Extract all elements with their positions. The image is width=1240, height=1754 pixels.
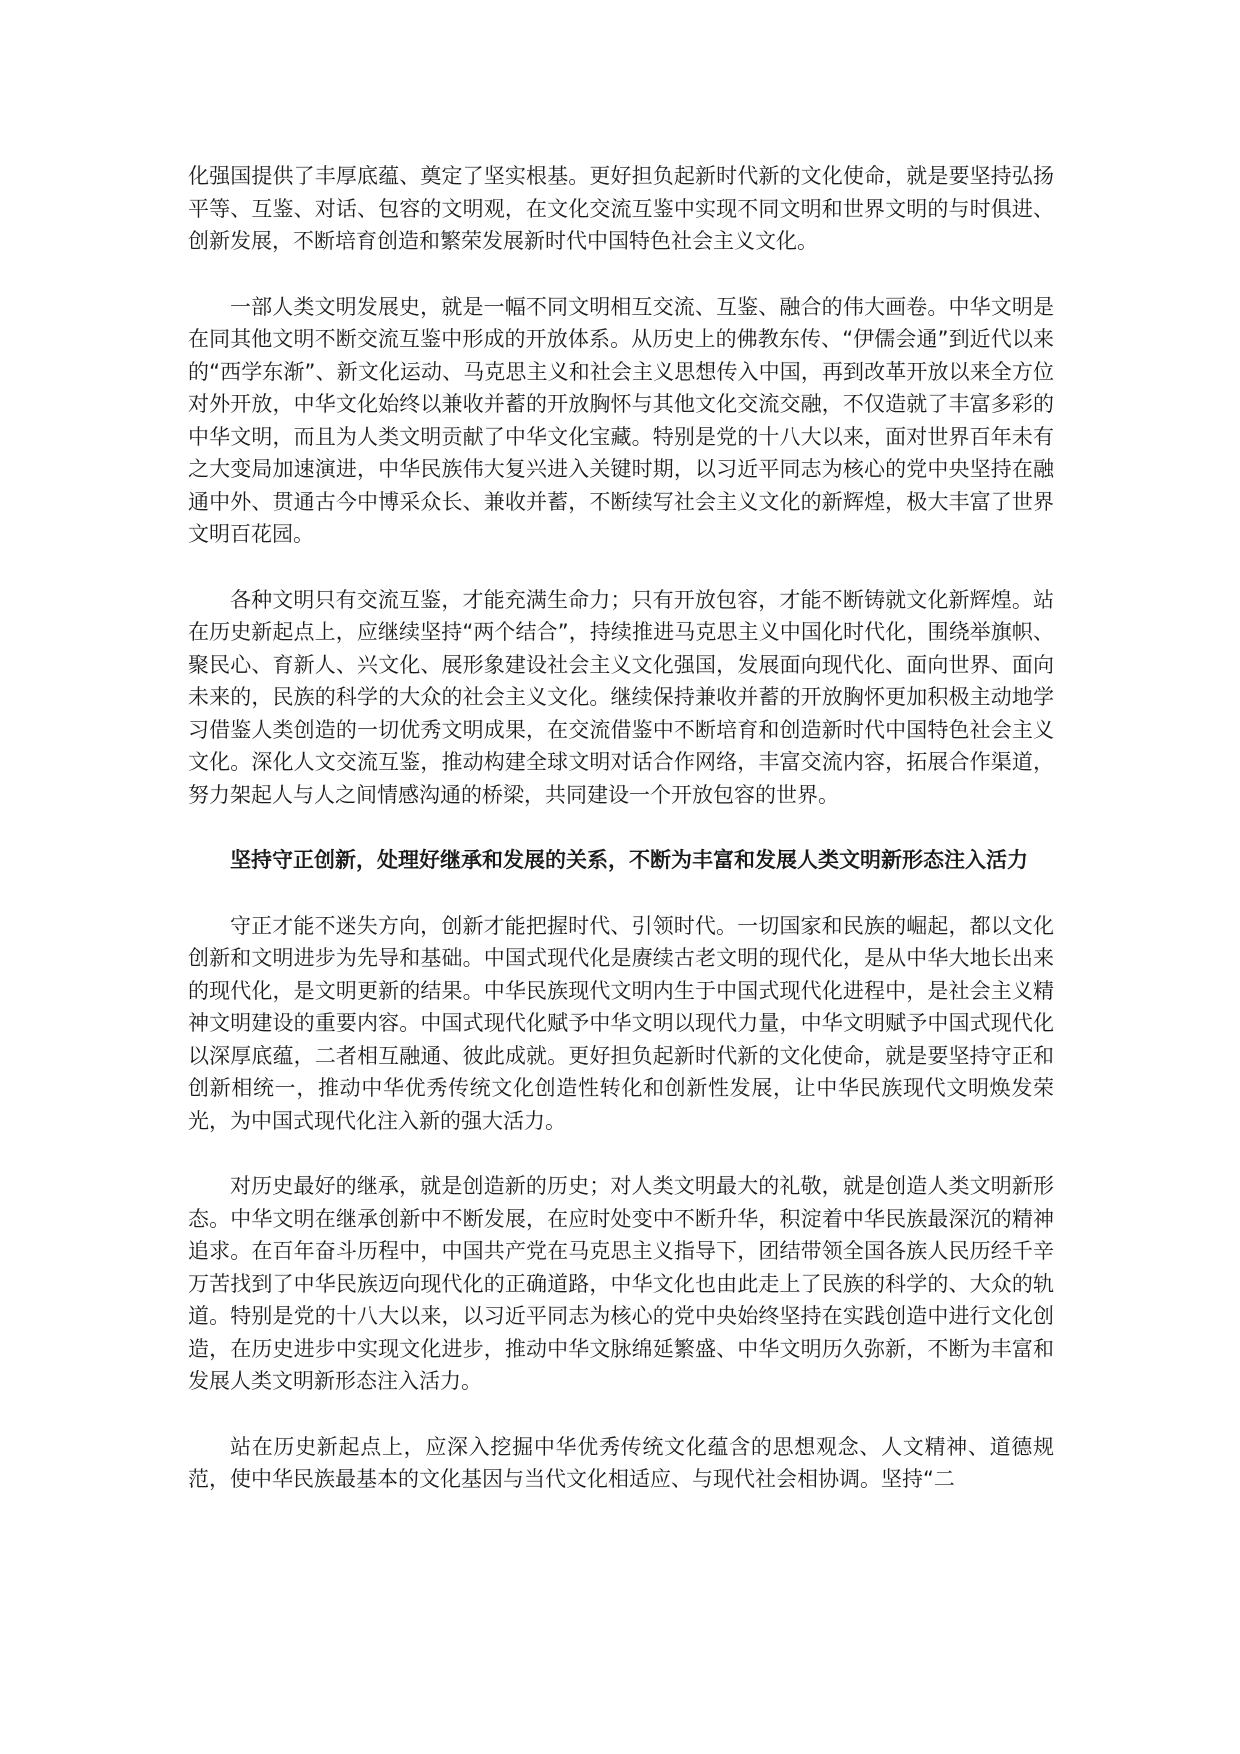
paragraph-integrity-innovation: 守正才能不迷失方向，创新才能把握时代、引领时代。一切国家和民族的崛起，都以文化创新和文明进步为先导和基础。中国式现代化是赓续古老文明的现代化，是从中华大地长出来的现代化，是文明更新的结果。中华民族现代文明内生于中国式现代化进程中，是社会主义精神文明建设的重要内容。中国式现代化赋予中华文明以现代力量，中华文明赋予中国式现代化以深厚底蕴，二者相互融通、彼此成就。更好担负起新时代新的文化使命，就是要坚持守正和创新相统一，推动中华优秀传统文化创造性转化和创新性发展，让中华民族现代文明焕发荣光，为中国式现代化注入新的强大活力。 <box>188 913 1054 1133</box>
paragraph-openness-inclusiveness: 各种文明只有交流互鉴，才能充满生命力；只有开放包容，才能不断铸就文化新辉煌。站在历史新起点上，应继续坚持“两个结合”，持续推进马克思主义中国化时代化，围绕举旗帜、聚民心、育新人、兴文化、展形象建设社会主义文化强国，发展面向现代化、面向世界、面向未来的，民族的科学的大众的社会主义文化。继续保持兼收并蓄的开放胸怀更加积极主动地学习借鉴人类创造的一切优秀文明成果，在交流借鉴中不断培育和创造新时代中国特色社会主义文化。深化人文交流互鉴，推动构建全球文明对话合作网络，丰富交流内容，拓展合作渠道，努力架起人与人之间情感沟通的桥梁，共同建设一个开放包容的世界。 <box>188 587 1054 807</box>
paragraph-civilization-exchange: 一部人类文明发展史，就是一幅不同文明相互交流、互鉴、融合的伟大画卷。中华文明是在同其他文明不断交流互鉴中形成的开放体系。从历史上的佛教东传、“伊儒会通”到近代以来的“西学东渐”、新文化运动、马克思主义和社会主义思想传入中国，再到改革开放以来全方位对外开放，中华文化始终以兼收并蓄的开放胸怀与其他文化交流交融，不仅造就了丰富多彩的中华文明，而且为人类文明贡献了中华文化宝藏。特别是党的十八大以来，面对世界百年未有之大变局加速演进，中华民族伟大复兴进入关键时期，以习近平同志为核心的党中央坚持在融通中外、贯通古今中博采众长、兼收并蓄，不断续写社会主义文化的新辉煌，极大丰富了世界文明百花园。 <box>188 294 1054 546</box>
document-page <box>188 160 1054 1496</box>
paragraph-continuation: 化强国提供了丰厚底蕴、奠定了坚实根基。更好担负起新时代新的文化使命，就是要坚持弘扬平等、互鉴、对话、包容的文明观，在文化交流互鉴中实现不同文明和世界文明的与时俱进、创新发展，不断培育创造和繁荣发展新时代中国特色社会主义文化。 <box>188 164 1054 253</box>
paragraph-inheritance-history: 对历史最好的继承，就是创造新的历史；对人类文明最大的礼敬，就是创造人类文明新形态。中华文明在继承创新中不断发展，在应时处变中不断升华，积淀着中华民族最深沉的精神追求。在百年奋斗历程中，中国共产党在马克思主义指导下，团结带领全国各族人民历经千辛万苦找到了中华民族迈向现代化的正确道路，中华文化也由此走上了民族的科学的、大众的轨道。特别是党的十八大以来，以习近平同志为核心的党中央始终坚持在实践创造中进行文化创造，在历史进步中实现文化进步，推动中华文脉绵延繁盛、中华文明历久弥新，不断为丰富和发展人类文明新形态注入活力。 <box>188 1174 1054 1393</box>
section-heading: 坚持守正创新，处理好继承和发展的关系，不断为丰富和发展人类文明新形态注入活力 <box>230 848 1028 872</box>
paragraph-new-starting-point: 站在历史新起点上，应深入挖掘中华优秀传统文化蕴含的思想观念、人文精神、道德规范，使中华民族最基本的文化基因与当代文化相适应、与现代社会相协调。坚持“二 <box>188 1434 1054 1491</box>
